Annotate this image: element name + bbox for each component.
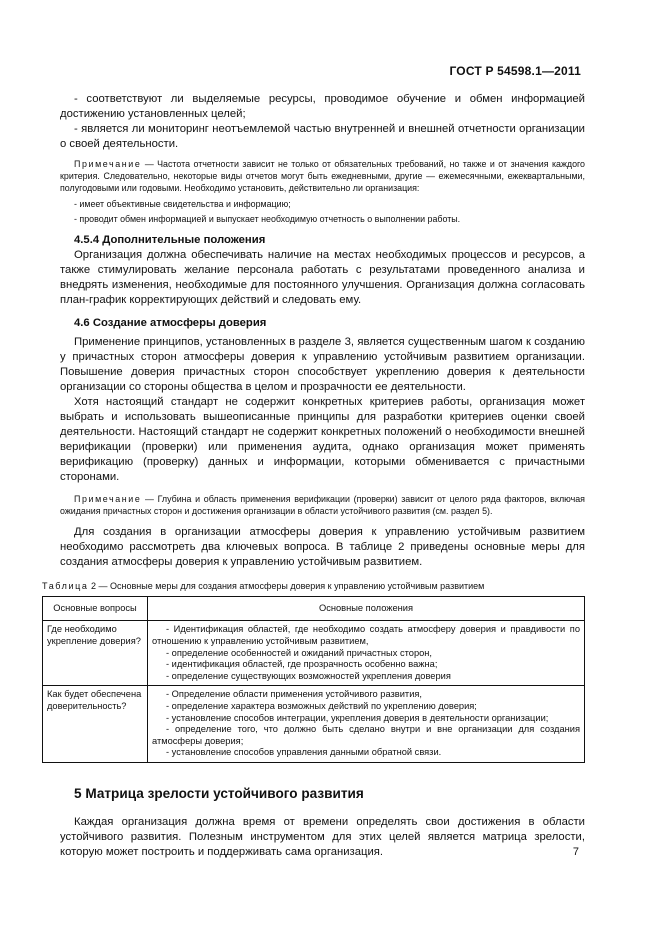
- section-paragraph: Применение принципов, установленных в разделе 3, является существенным шагом к созданию у причастных сторон атмосферы доверия к управлению устойчивым развитием организации. Повышение доверия причастных сторон способствует укреплению доверия к деятельности организации со стороны общества в целом и прозрачности ее деятельности.: [60, 336, 585, 394]
- table-caption: [42, 580, 585, 592]
- note-2: [60, 493, 585, 517]
- section-paragraph: Хотя настоящий стандарт не содержит конкретных критериев работы, организация может выбрать и использовать вышеописанные принципы для разработки критериев оценки своей деятельности. Настоящий стандарт не содержит конкретных положений о необходимости внешней верификации (проверки) или применения аудита, однако организация может применять верификацию (проверку) данных и информации, которыми обменивается с причастными сторонами.: [60, 396, 585, 484]
- table-header-row: [43, 597, 585, 621]
- provision-item: - Определение области применения устойчивого развития,: [166, 689, 422, 700]
- note-item: - проводит обмен информацией и выпускает необходимую отчетность о выполнении работы.: [74, 213, 461, 224]
- provision-item: - определение характера возможных действий по укреплению доверия;: [166, 700, 477, 711]
- section-paragraph: Для создания в организации атмосферы доверия к управлению устойчивым развитием необходимо рассмотреть два ключевых вопроса. В таблице 2 приведены основные меры для создания атмосферы доверия к управлению устойчивым развитием.: [60, 526, 585, 569]
- provision-item: - Идентификация областей, где необходимо создать атмосферу доверия и правдивости по отношению к управлению устойчивым развитием,: [152, 624, 580, 647]
- note-1: [60, 158, 585, 195]
- provision-item: - определение особенностей и ожиданий причастных сторон,: [166, 647, 433, 658]
- table-cell-provisions: [148, 686, 585, 763]
- table-cell-provisions: [148, 621, 585, 686]
- note-text: — Глубина и область применения верификации (проверки) зависит от целого ряда факторов, включая ожидания причастных сторон и достижения организации в области устойчивого развития (см. раздел 5).: [60, 494, 585, 517]
- section-text: Организация должна обеспечивать наличие на местах необходимых процессов и ресурсов, а также стимулировать желание персонала работать с результатами проведенного анализа и внедрять изменения, необходимые для постоянного улучшения. Организация должна согласовать план-график корректирующих действий и следовать ему.: [60, 249, 585, 307]
- section-heading-4-6: 4.6 Создание атмосферы доверия: [74, 317, 267, 330]
- intro-item: - соответствуют ли выделяемые ресурсы, проводимое обучение и обмен информацией достижению установленных целей;: [60, 93, 585, 120]
- provision-item: - идентификация областей, где прозрачность особенно важна;: [166, 659, 438, 670]
- provision-item: - определение существующих возможностей укрепления доверия: [166, 670, 451, 681]
- provision-item: - установление способов интеграции, укрепления доверия в деятельности организации;: [166, 712, 549, 723]
- provision-item: - определение того, что должно быть сделано внутри и вне организации для создания атмосферы доверия;: [152, 724, 580, 746]
- page-number: 7: [572, 846, 579, 858]
- note-item: - имеет объективные свидетельства и информацию;: [74, 198, 291, 209]
- measures-table: [42, 596, 585, 763]
- provision-item: - установление способов управления данными обратной связи.: [166, 747, 442, 758]
- table-cell-question: Где необходимо укрепление доверия?: [43, 621, 148, 686]
- note-label: Примечание: [74, 159, 142, 169]
- section-heading-4-5-4: 4.5.4 Дополнительные положения: [74, 234, 266, 247]
- section-text: Каждая организация должна время от времени определять свои достижения в области устойчивого развития. Полезным инструментом для этих целей является матрица зрелости, которую может построить и поддерживать сама организация.: [60, 815, 585, 858]
- table-caption-label: Таблица: [42, 581, 89, 592]
- table-caption-text: 2 — Основные меры для создания атмосферы доверия к управлению устойчивым развитием: [88, 581, 485, 592]
- note-label: Примечание: [74, 494, 142, 505]
- table-row: [43, 686, 585, 763]
- note-text: — Частота отчетности зависит не только от обязательных требований, но также и от значения каждого критерия. Следовательно, некоторые виды отчетов могут быть ежедневными, другие — ежемесячными, ежеквартальными, полугодовыми или годовыми. Необходимо установить, действительно ли организация:: [60, 159, 585, 194]
- intro-item: - является ли мониторинг неотъемлемой частью внутренней и внешней отчетности организации о своей деятельности.: [60, 123, 585, 150]
- table-cell-question: Как будет обеспечена доверительность?: [43, 686, 148, 763]
- table-header-cell: Основные положения: [148, 597, 585, 621]
- standard-header: ГОСТ Р 54598.1—2011: [449, 64, 581, 78]
- table-row: [43, 621, 585, 686]
- page-content: [42, 92, 585, 860]
- section-heading-5: 5 Матрица зрелости устойчивого развития: [74, 785, 364, 801]
- table-header-cell: Основные вопросы: [43, 597, 148, 621]
